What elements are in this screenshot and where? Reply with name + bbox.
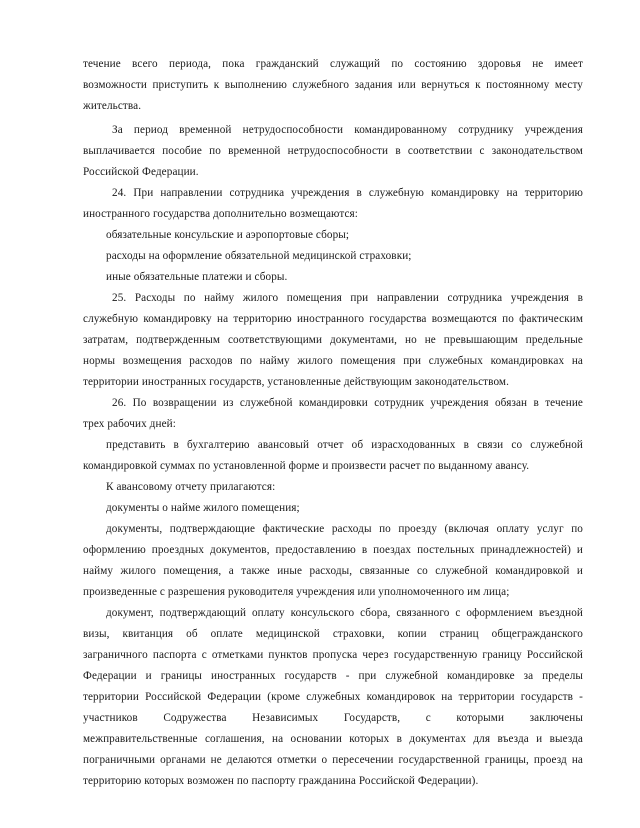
text-line: произведенные с разрешения руководителя учреждения или уполномоченного им лица; [83, 586, 510, 598]
text-line: найму жилого помещения, а также иные расходы, связанные со служебной командировкой и [83, 565, 583, 577]
text-line: К авансовому отчету прилагаются: [106, 481, 276, 493]
text-line: Российской Федерации. [83, 166, 199, 178]
text-line: оформлению проездных документов, предоставлению в поездах постельных принадлежностей) и [83, 544, 583, 556]
text-line: 25. Расходы по найму жилого помещения при направлении сотрудника учреждения в [112, 292, 583, 304]
text-line: территории Российской Федерации (кроме служебных командировок на территории государств - [83, 691, 583, 703]
text-line: документы о найме жилого помещения; [106, 502, 300, 514]
text-line: расходы на оформление обязательной медицинской страховки; [106, 250, 412, 262]
text-line: течение всего периода, пока гражданский служащий по состоянию здоровья не имеет [83, 58, 583, 70]
text-line: затратам, подтвержденным соответствующими документами, но не превышающим предельные [83, 334, 583, 346]
text-line: пограничными органами не делаются отметки о пересечении государственной границы, проезд на [83, 754, 583, 766]
text-line: возможности приступить к выполнению служебного задания или вернуться к постоянному месту [83, 79, 583, 91]
text-line: 24. При направлении сотрудника учреждения в служебную командировку на территорию [112, 187, 583, 199]
text-line: обязательные консульские и аэропортовые сборы; [106, 229, 350, 241]
text-line: представить в бухгалтерию авансовый отчет об израсходованных в связи со служебной [106, 439, 583, 451]
text-line: выплачивается пособие по временной нетрудоспособности в соответствии с законодательством [83, 145, 583, 157]
text-line: служебную командировку на территорию иностранного государства возмещаются по фактическим [83, 313, 583, 325]
text-line: межправительственные соглашения, на основании которых в документах для въезда и выезда [83, 733, 583, 745]
text-line: За период временной нетрудоспособности командированному сотруднику учреждения [112, 124, 583, 136]
text-line: территории иностранных государств, установленные действующим законодательством. [83, 376, 510, 388]
text-line: заграничного паспорта с отметками пунктов пропуска через государственную границу Российской [83, 649, 583, 661]
text-line: командировкой суммах по установленной форме и произвести расчет по выданному авансу. [83, 460, 530, 472]
text-line: трех рабочих дней: [83, 418, 176, 430]
text-line: жительства. [83, 100, 142, 112]
text-line: иные обязательные платежи и сборы. [106, 271, 288, 283]
text-line: 26. По возвращении из служебной командировки сотрудник учреждения обязан в течение [112, 397, 583, 409]
text-line: Федерации и границы иностранных государств - при служебной командировке за пределы [83, 670, 583, 682]
text-line: иностранного государства дополнительно возмещаются: [83, 208, 358, 220]
text-line: документы, подтверждающие фактические расходы по проезду (включая оплату услуг по [106, 523, 583, 535]
text-line: документ, подтверждающий оплату консульского сбора, связанного с оформлением въездной [106, 607, 583, 619]
text-line: нормы возмещения расходов по найму жилого помещения при служебных командировках на [83, 355, 583, 367]
text-line: территорию которых возможен по паспорту гражданина Российской Федерации). [83, 775, 479, 787]
text-line: визы, квитанция об оплате медицинской страховки, копии страниц общегражданского [83, 628, 583, 640]
text-line: участников Содружества Независимых Государств, с которыми заключены [83, 712, 583, 724]
